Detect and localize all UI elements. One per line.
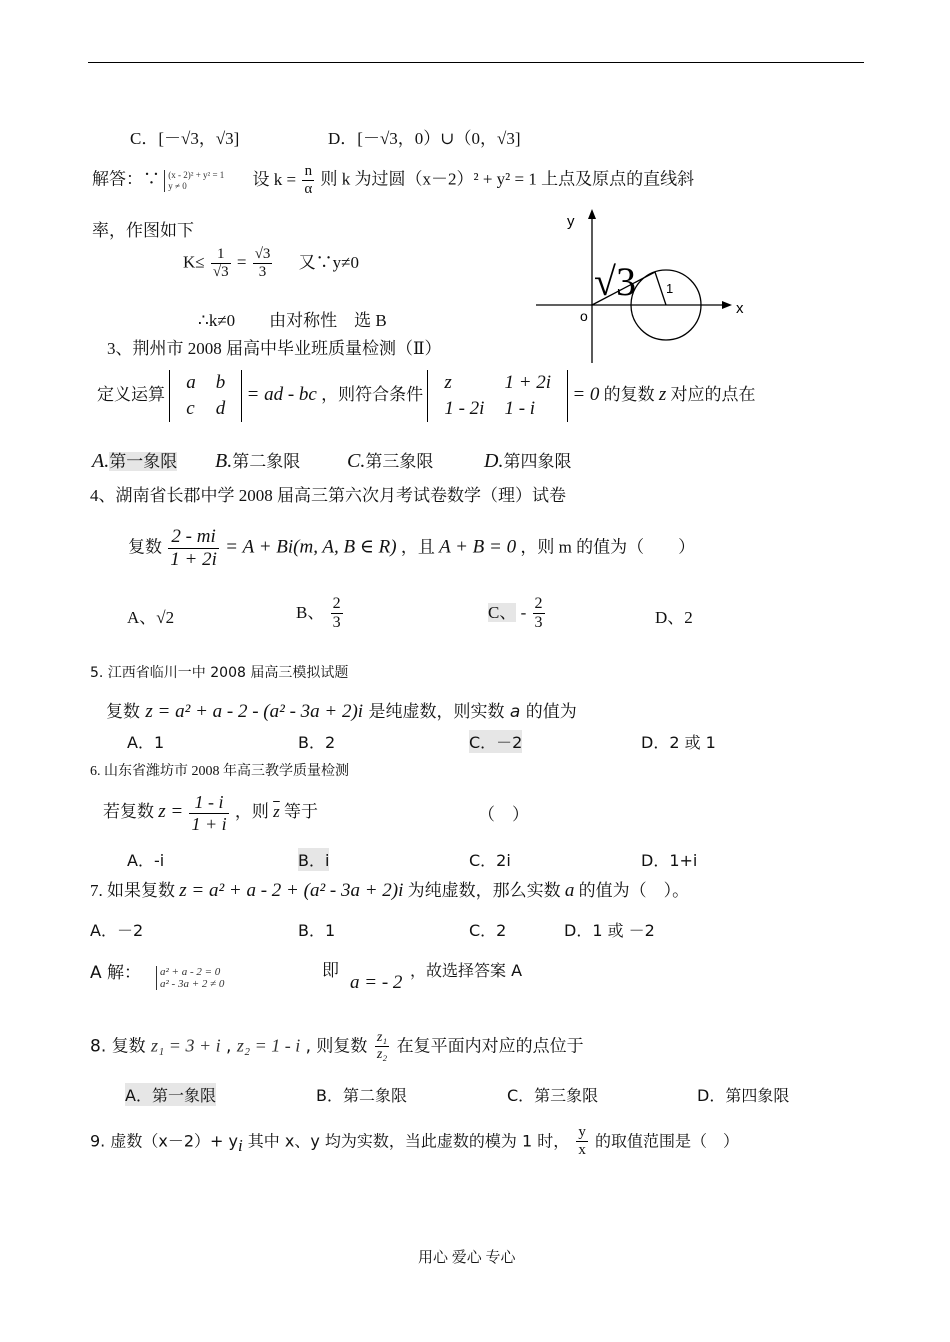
q4-mid: ，且 (400, 537, 435, 557)
q5-tail2: 的值为 (525, 702, 577, 722)
q8-option-a: A．第一象限 (125, 1083, 216, 1106)
q7-solution-lead: A 解： (90, 963, 142, 983)
q4-fraction (168, 526, 219, 571)
q6-heading: 6. 山东省潍坊市 2008 年高三教学质量检测 (90, 764, 349, 779)
q3-tail: 的复数 (603, 384, 655, 404)
q6-num: 1 - i (189, 792, 228, 814)
q2-ratio-num: n (302, 163, 314, 181)
graph-x-label: x (736, 300, 744, 317)
q5-option-c: C．－2 (469, 730, 522, 753)
q7-solution-result: a = - 2 (350, 972, 403, 993)
q2-solution-mid: 设 k = (252, 169, 297, 189)
q2-ratio-den: α (304, 181, 313, 198)
graph-y-label: y (567, 213, 575, 230)
q4-option-c-sign: - (520, 602, 527, 622)
q3-option-a-text: 第一象限 (109, 452, 178, 471)
q3-heading: 3、荆州市 2008 届高中毕业班质量检测（Ⅱ） (107, 339, 442, 358)
q5-expression: z = a² + a - 2 - (a² - 3a + 2)i (145, 701, 364, 722)
q2-k-inequality (183, 246, 359, 282)
det2-c: 1 - 2i (444, 398, 485, 419)
q2-solution-system (164, 170, 224, 192)
q2-k-equals: = (236, 252, 247, 272)
q3-lead: 定义运算 (97, 384, 165, 404)
det2-d: 1 - i (504, 398, 536, 419)
q2-system-eq1: (x - 2)² + y² = 1 (168, 169, 225, 180)
q3-option-b-text: 第二象限 (232, 452, 301, 471)
q8-mid: , 则复数 (305, 1036, 368, 1057)
q5-option-a: A．1 (127, 733, 165, 752)
q7-tail: 为纯虚数，那么实数 (407, 881, 561, 900)
q7-tail2: 的值为（ ）。 (578, 881, 690, 900)
q5-var: a (509, 702, 521, 722)
q4-den: 1 + 2i (170, 548, 217, 570)
q7-option-c: C．2 (469, 921, 507, 940)
q9-tail: 的取值范围是（ ） (594, 1131, 739, 1151)
q8-num: z₁ (375, 1030, 389, 1047)
q6-z: z = (158, 801, 184, 823)
q2-k-res-num: √3 (253, 246, 273, 264)
header-rule (88, 62, 864, 63)
q3-option-a (92, 447, 177, 473)
q3-option-b (215, 447, 300, 473)
q8-den: z₂ (376, 1047, 388, 1063)
q2-k-label: K≤ (183, 252, 205, 272)
q5-tail: 是纯虚数，则实数 (368, 702, 505, 722)
q2-solution-line2: 率，作图如下 (92, 221, 194, 240)
q8-option-d: D．第四象限 (697, 1086, 790, 1105)
q7-system-brace (156, 966, 224, 990)
q6-option-b: B．i (298, 848, 329, 871)
q4-option-b-num: 2 (331, 595, 343, 614)
q9-question (90, 1124, 739, 1160)
q6-zbar: $\overline{z}$ (273, 802, 280, 822)
q8-sep: , (226, 1036, 232, 1057)
q4-equation: = A + Bi(m, A, B ∈ R) (225, 536, 397, 558)
q7-lead: 7. 如果复数 (90, 881, 175, 900)
q3-option-a-letter: A. (92, 450, 110, 472)
q3-tail2: 对应的点在 (670, 384, 756, 404)
q4-option-c-den: 3 (534, 614, 543, 632)
q7-question (90, 876, 689, 902)
q9-mid: 其中 x、y 均为实数，当此虚数的模为 1 时， (247, 1131, 570, 1151)
q9-den: x (578, 1142, 586, 1159)
det1-a: a (186, 372, 196, 393)
q8-option-b: B．第二象限 (316, 1086, 407, 1105)
q3-equals-zero: = 0 (572, 383, 600, 405)
q2-solution-tail: 则 k 为过圆（x－2）² + y² = 1 上点及原点的直线斜 (320, 169, 695, 189)
q2-option-d: D．[－√3，0）∪（0，√3] (328, 129, 521, 148)
q2-k-res-den: 3 (258, 264, 267, 281)
q2-system-eq2: y ≠ 0 (168, 180, 187, 191)
q7-var: a (564, 880, 575, 901)
q6-question (103, 792, 318, 834)
q4-option-c (488, 595, 547, 633)
det1-d: d (215, 398, 226, 419)
q8-z2: z₂ = 1 - i (236, 1035, 301, 1056)
graph-sqrt-label: √3 (594, 259, 636, 304)
q6-fraction (189, 792, 228, 834)
graph-y-arrow (588, 209, 596, 219)
q3-option-c-text: 第三象限 (365, 452, 434, 471)
q4-option-c-num: 2 (533, 595, 545, 614)
q4-condition: A + B = 0 (439, 536, 517, 558)
q4-option-d: D、2 (655, 608, 693, 627)
q5-option-d: D．2 或 1 (641, 733, 716, 752)
q4-option-b (296, 595, 345, 633)
q9-i: i (237, 1136, 243, 1156)
q2-solution-line (92, 163, 694, 199)
q4-option-c-letter: C、 (488, 602, 517, 622)
q2-solution-lead: 解答：∵ (92, 169, 160, 189)
q2-k-fraction (211, 246, 231, 282)
q4-option-b-den: 3 (332, 614, 341, 632)
q6-den: 1 + i (191, 813, 227, 834)
det2-b: 1 + 2i (504, 372, 552, 393)
q4-option-b-letter: B、 (296, 602, 325, 622)
q9-lead: 9. 虚数（x－2）+ y (90, 1131, 238, 1151)
graph-x-arrow (722, 301, 732, 309)
q7-system-eq1: a² + a - 2 = 0 (160, 966, 221, 978)
q9-fraction (576, 1124, 588, 1160)
q2-ratio-fraction (302, 163, 314, 199)
q4-option-a: A、√2 (127, 608, 175, 627)
q4-num: 2 - mi (168, 526, 219, 549)
graph-radius-label: 1 (666, 281, 674, 296)
q5-lead: 复数 (106, 702, 140, 722)
q8-option-c: C．第三象限 (507, 1086, 599, 1105)
circle-graph (530, 205, 760, 370)
q3-option-b-letter: B. (215, 450, 233, 472)
q7-option-d: D．1 或 －2 (564, 921, 655, 940)
q4-lead: 复数 (128, 537, 162, 557)
q8-lead: 8. 复数 (90, 1036, 146, 1057)
q4-option-b-fraction (331, 595, 343, 633)
q2-k-tail: 又∵y≠0 (298, 252, 360, 272)
q3-var: z (658, 383, 667, 405)
q2-option-c: C．[－√3，√3] (130, 129, 240, 148)
q5-question (106, 697, 577, 723)
q7-solution-ji: 即 (322, 961, 339, 980)
q7-solution-tail: ，故选择答案 A (410, 961, 523, 980)
q7-option-b: B．1 (298, 921, 336, 940)
q6-mid: ，则 (234, 802, 269, 822)
q8-question (90, 1030, 584, 1063)
q3-determinant-def (169, 370, 242, 422)
q2-k-den: √3 (212, 264, 229, 281)
q9-num: y (576, 1124, 588, 1142)
graph-origin-label: o (580, 308, 588, 324)
graph-radius (655, 272, 666, 305)
q2-k-result (253, 246, 273, 282)
q8-z1: z₁ = 3 + i (151, 1035, 221, 1056)
page-footer: 用心 爱心 专心 (418, 1250, 516, 1266)
det1-b: b (215, 372, 226, 393)
q3-option-d-letter: D. (484, 450, 504, 472)
q3-option-d-text: 第四象限 (503, 452, 572, 471)
q7-solution-system (156, 966, 224, 990)
q6-option-c: C．2i (469, 851, 511, 870)
q4-question (128, 526, 695, 571)
q6-option-d: D．1+i (641, 851, 698, 870)
q2-k-num: 1 (211, 246, 231, 264)
q5-option-b: B．2 (298, 733, 336, 752)
q7-system-eq2: a² - 3a + 2 ≠ 0 (160, 978, 225, 990)
q4-heading: 4、湖南省长郡中学 2008 届高三第六次月考试卷数学（理）试卷 (90, 486, 566, 505)
det2-a: z (444, 372, 452, 393)
q3-option-d (484, 447, 571, 473)
q3-option-c (347, 447, 433, 473)
q7-option-a: A．－2 (90, 921, 144, 940)
q8-tail: 在复平面内对应的点位于 (396, 1036, 584, 1057)
q3-question (97, 370, 756, 422)
q6-option-a: A．-i (127, 851, 165, 870)
q6-answer-paren: （ ） (478, 805, 529, 824)
q5-heading: 5. 江西省临川一中 2008 届高三模拟试题 (90, 665, 349, 681)
q7-expression: z = a² + a - 2 + (a² - 3a + 2)i (179, 880, 404, 901)
q3-mid: ，则符合条件 (321, 384, 424, 404)
q6-tail: 等于 (284, 802, 318, 822)
q8-fraction (375, 1030, 389, 1063)
det1-c: c (186, 398, 195, 419)
q6-lead: 若复数 (103, 802, 154, 822)
q3-definition: = ad - bc (246, 383, 317, 405)
q3-determinant-cond (427, 370, 568, 422)
q2-k-conclusion: ∴k≠0 由对称性 选 B (198, 311, 387, 330)
q4-option-c-fraction (533, 595, 545, 633)
q3-option-c-letter: C. (347, 450, 366, 472)
q4-tail: ，则 m 的值为（ ） (520, 537, 696, 557)
